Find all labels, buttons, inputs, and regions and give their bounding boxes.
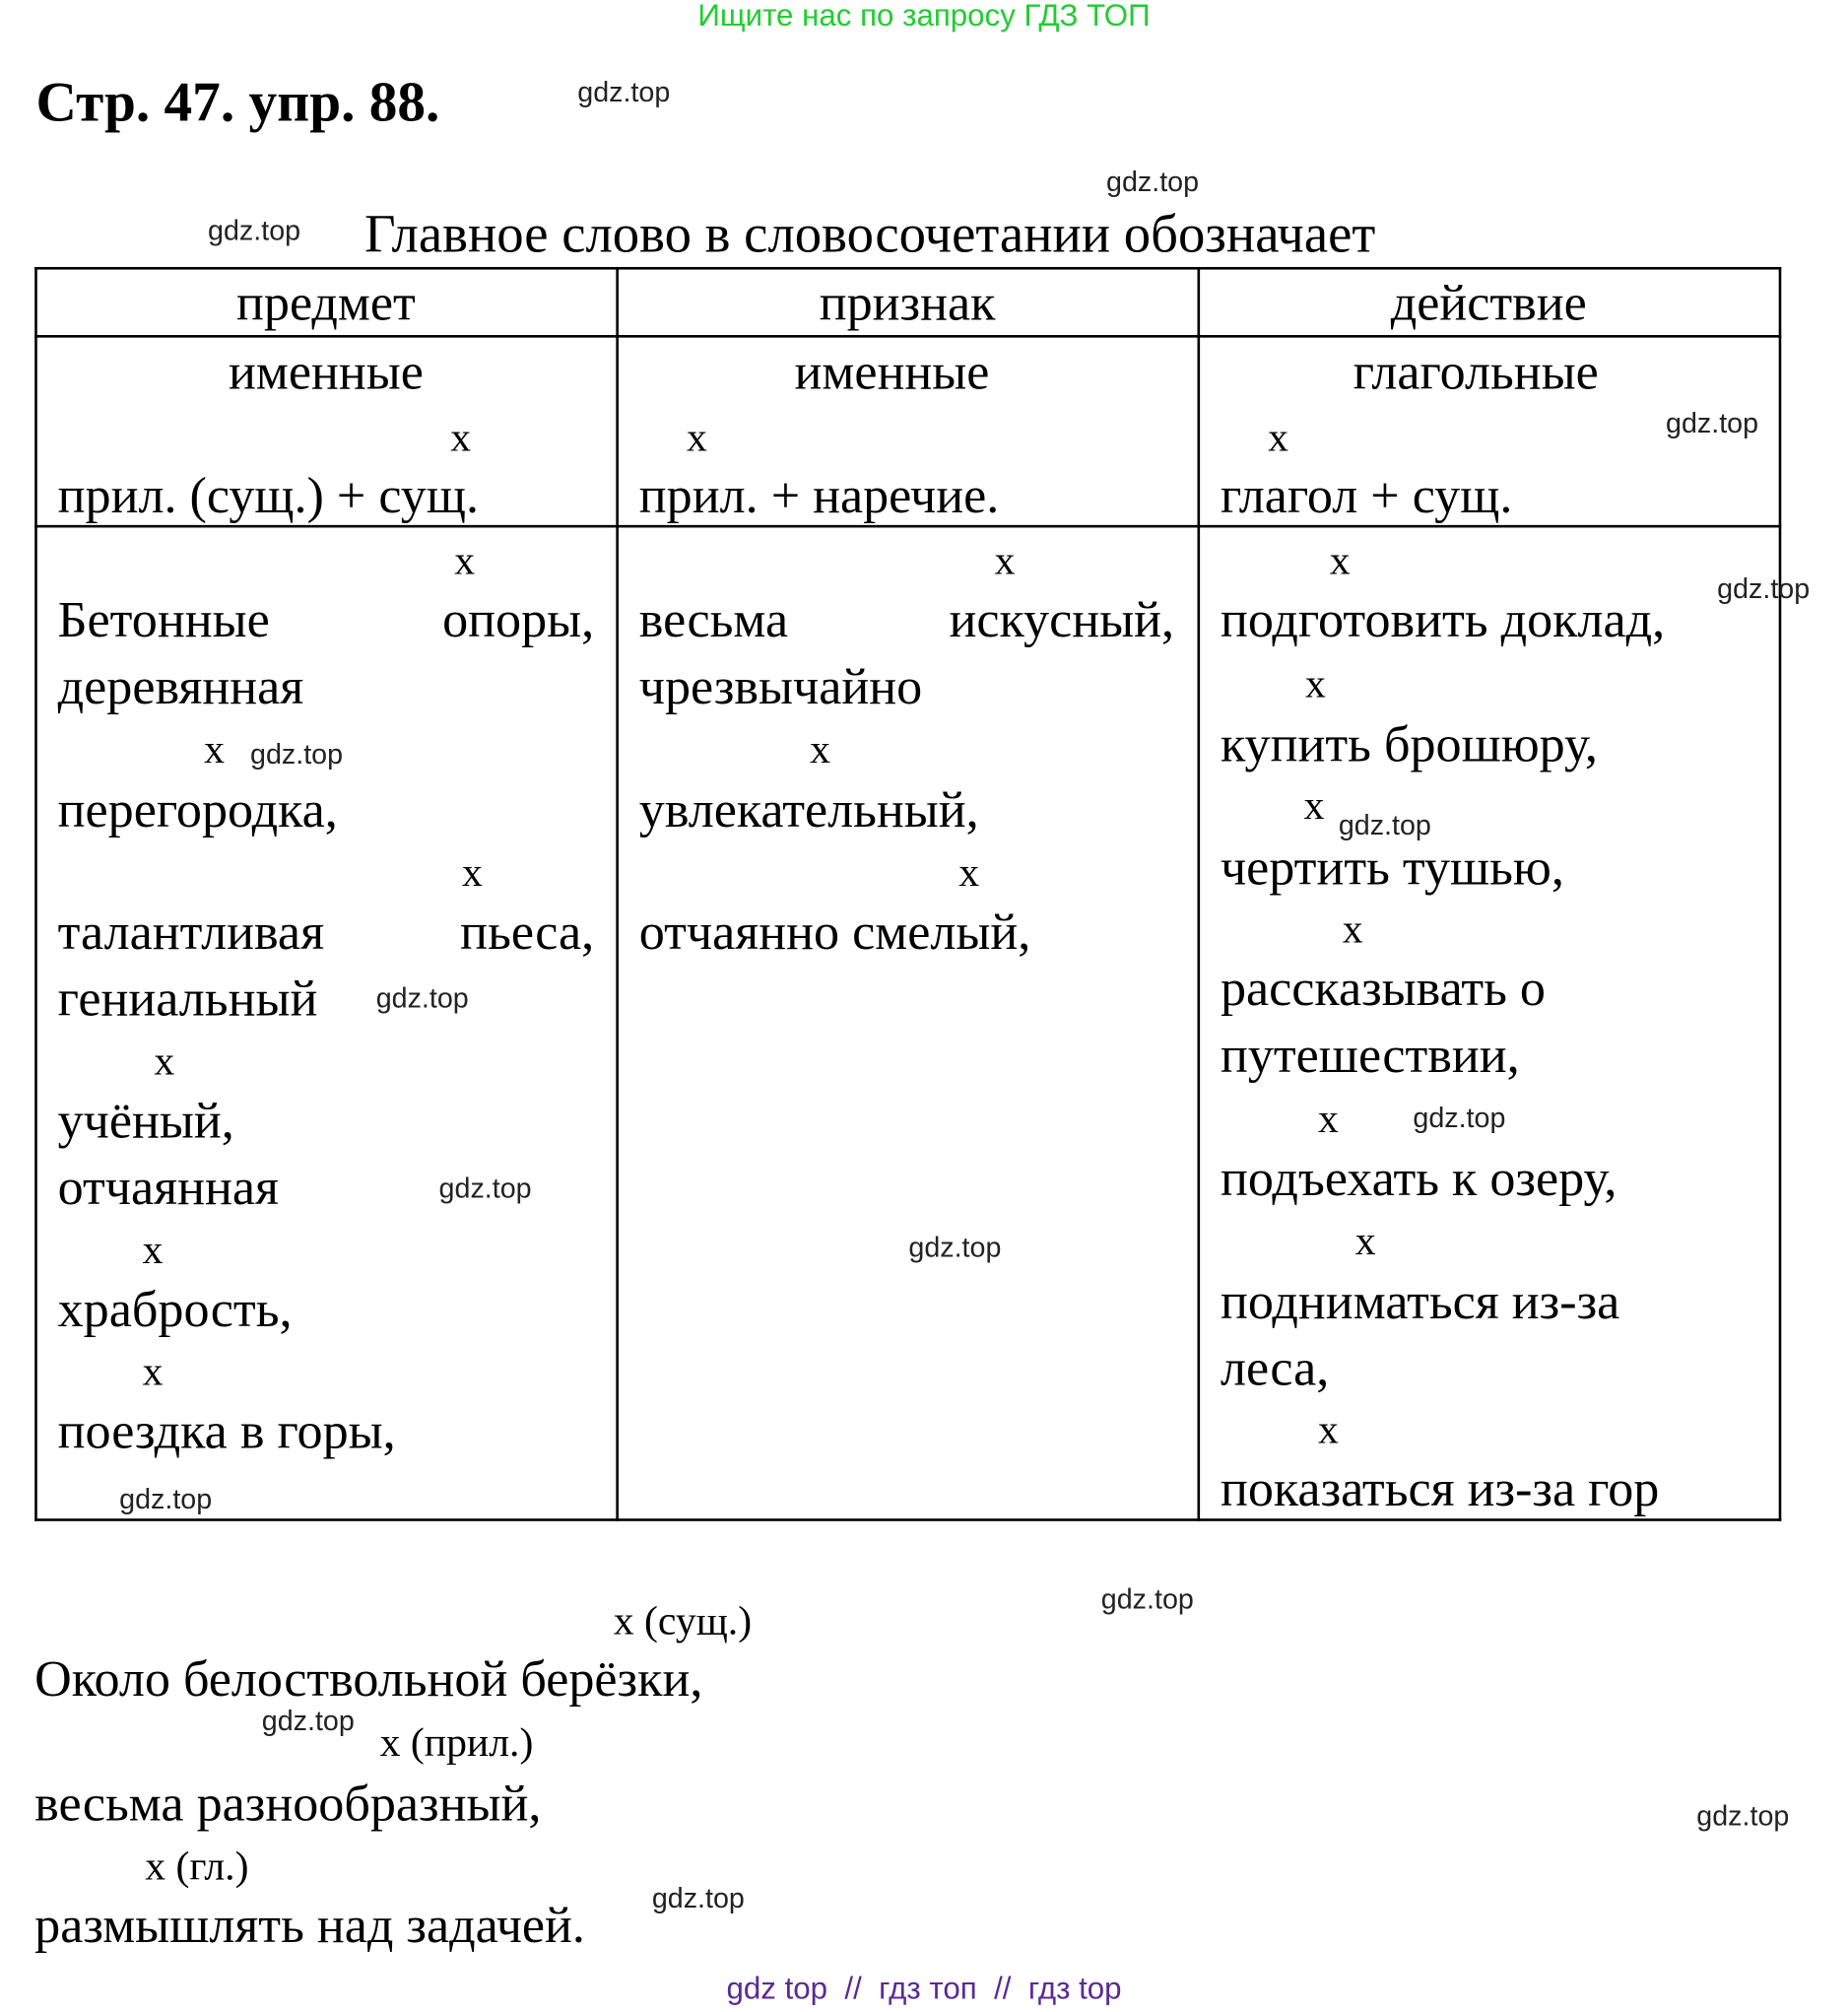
type-label: именные — [228, 342, 424, 401]
watermark: gdz.top — [119, 1482, 213, 1515]
watermark: gdz.top — [908, 1231, 1002, 1263]
word: искусный, — [949, 590, 1175, 648]
table-border-left — [34, 267, 37, 1521]
watermark: gdz.top — [1413, 1101, 1506, 1134]
word: пьеса, — [460, 902, 595, 961]
table-border-top — [34, 267, 1781, 270]
scheme: глагол + сущ. — [1220, 465, 1513, 524]
watermark: gdz.top — [261, 1705, 355, 1737]
header-predmet: предмет — [236, 273, 416, 332]
scheme: прил. + наречие. — [638, 465, 1000, 524]
phrase-line: деревянная — [57, 657, 304, 715]
column-divider — [616, 267, 619, 1521]
watermark: gdz.top — [1696, 1799, 1790, 1833]
phrase-line: леса, — [1220, 1338, 1330, 1397]
phrase-line: храбрость, — [57, 1279, 293, 1338]
main-word-mark: x — [1317, 1095, 1339, 1142]
main-word-mark: x — [1304, 659, 1326, 706]
main-word-mark: x — [810, 725, 830, 771]
example-line: весьма разнообразный, — [34, 1774, 542, 1833]
main-word-mark: x — [1329, 536, 1351, 583]
example-mark: x (сущ.) — [613, 1596, 753, 1643]
table-border-bottom — [34, 1518, 1781, 1521]
example-mark: x (гл.) — [145, 1842, 249, 1889]
page-title: Стр. 47. упр. 88. — [35, 70, 440, 134]
watermark: gdz.top — [375, 981, 469, 1015]
watermark: gdz.top — [1717, 572, 1811, 605]
word: весьма — [638, 590, 789, 648]
main-word-mark: x — [450, 413, 472, 460]
watermark: gdz.top — [438, 1172, 532, 1205]
type-label: глагольные — [1353, 342, 1599, 401]
main-word-mark: x — [204, 725, 225, 771]
main-word-mark: x — [1303, 781, 1325, 829]
word: Бетонные — [57, 590, 270, 648]
phrase-line: отчаянно смелый, — [638, 902, 1031, 961]
word: опоры, — [442, 590, 595, 648]
main-word-mark: x — [462, 848, 483, 896]
phrase-line: гениальный — [57, 969, 318, 1028]
example-mark: x (прил.) — [379, 1718, 534, 1766]
example-line: размышлять над задачей. — [34, 1896, 585, 1954]
scheme: прил. (сущ.) + сущ. — [57, 465, 479, 524]
watermark: gdz.top — [1106, 166, 1200, 198]
watermark: gdz.top — [1666, 406, 1759, 439]
phrase-line: чертить тушью, — [1220, 838, 1564, 897]
example-line: Около белоствольной берёзки, — [34, 1649, 703, 1708]
watermark: gdz.top — [1338, 808, 1431, 841]
main-word-mark: x — [1268, 413, 1289, 460]
column-divider — [1198, 267, 1201, 1521]
main-word-mark: x — [1354, 1217, 1376, 1263]
watermark: gdz.top — [651, 1881, 745, 1914]
phrase-line: чрезвычайно — [638, 657, 923, 715]
phrase-line: учёный, — [57, 1091, 234, 1150]
main-word-mark: x — [686, 413, 707, 460]
word: талантливая — [57, 902, 325, 961]
phrase-line: рассказывать о — [1220, 959, 1546, 1017]
watermark: gdz.top — [250, 738, 344, 771]
main-word-mark: x — [154, 1037, 175, 1084]
watermark: gdz.top — [577, 75, 671, 108]
main-word-mark: x — [994, 536, 1016, 583]
phrase-line: подготовить доклад, — [1220, 590, 1666, 648]
header-deistvie: действие — [1390, 273, 1587, 332]
phrase-line: увлекательный, — [638, 780, 979, 838]
phrase-line: подниматься из-за — [1220, 1272, 1620, 1330]
table-border-right — [1779, 267, 1782, 1521]
main-word-mark: x — [142, 1347, 164, 1394]
main-word-mark: x — [454, 536, 476, 583]
phrase-line: путешествии, — [1220, 1025, 1520, 1084]
phrase-line: подъехать к озеру, — [1220, 1149, 1617, 1207]
main-word-mark: x — [1317, 1405, 1339, 1452]
phrase-line — [638, 590, 1175, 648]
watermark: gdz.top — [208, 214, 301, 247]
search-banner[interactable]: Ищите нас по запросу ГДЗ ТОП — [697, 0, 1151, 34]
header-priznak: признак — [819, 273, 996, 332]
row-divider — [34, 525, 1781, 528]
type-label: именные — [794, 342, 990, 401]
table-caption: Главное слово в словосочетании обозначает — [363, 205, 1376, 265]
phrase-line — [57, 590, 595, 648]
phrase-line: показаться из-за гор — [1220, 1459, 1660, 1517]
watermark: gdz.top — [1100, 1582, 1194, 1615]
row-divider — [34, 335, 1781, 338]
phrase-line: перегородка, — [57, 780, 338, 838]
phrase-line: купить брошюру, — [1220, 714, 1598, 773]
footer-links[interactable]: gdz top // гдз топ // гдз top — [726, 1972, 1122, 2007]
phrase-line: поездка в горы, — [57, 1401, 396, 1460]
phrase-line — [57, 902, 595, 961]
main-word-mark: x — [142, 1226, 164, 1273]
phrase-line: отчаянная — [57, 1158, 279, 1216]
main-word-mark: x — [958, 848, 980, 896]
main-word-mark: x — [1342, 905, 1363, 952]
